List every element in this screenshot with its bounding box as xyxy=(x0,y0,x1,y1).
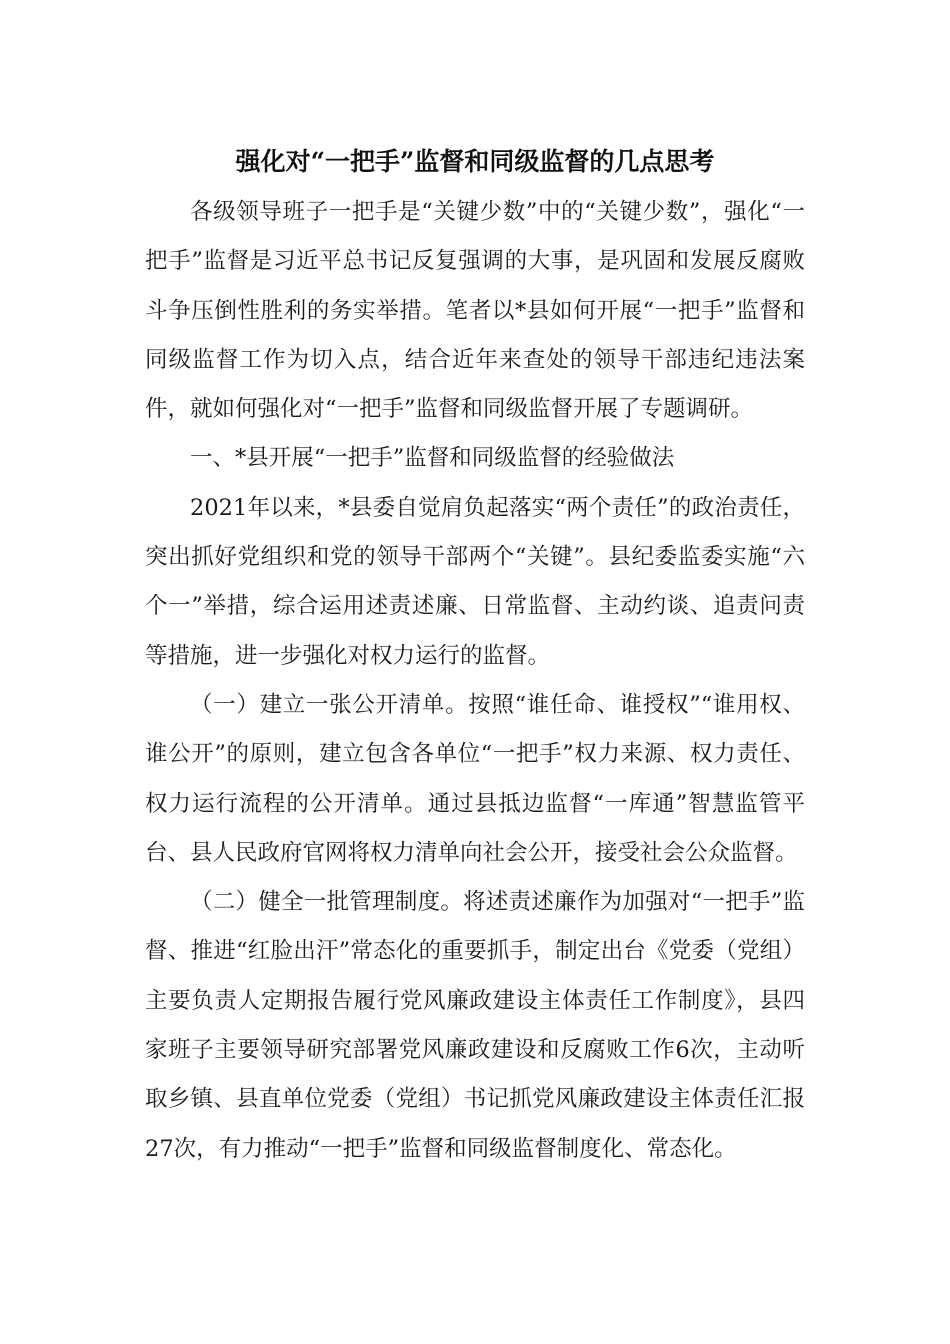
paragraph-intro: 各级领导班子一把手是“关键少数”中的“关键少数”，强化“一把手”监督是习近平总书记反复强调的大事，是巩固和发展反腐败斗争压倒性胜利的务实举措。笔者以*县如何开展“一把手”监督和同级监督工作为切入点，结合近年来查处的领导干部违纪违法案件，就如何强化对“一把手”监督和同级监督开展了专题调研。 xyxy=(145,199,805,423)
document-body xyxy=(145,188,805,1174)
paragraph-overview: 2021年以来，*县委自觉肩负起落实“两个责任”的政治责任，突出抓好党组织和党的领导干部两个“关键”。县纪委监委实施“六个一”举措，综合运用述责述廉、日常监督、主动约谈、追责问责等措施，进一步强化对权力运行的监督。 xyxy=(145,494,805,669)
paragraph-item-1: （一）建立一张公开清单。按照“谁任命、谁授权”“谁用权、谁公开”的原则，建立包含各单位“一把手”权力来源、权力责任、权力运行流程的公开清单。通过县抵边监督“一库通”智慧监管平台、县人民政府官网将权力清单向社会公开，接受社会公众监督。 xyxy=(145,691,805,866)
paragraph-item-2: （二）健全一批管理制度。将述责述廉作为加强对“一把手”监督、推进“红脸出汗”常态化的重要抓手，制定出台《党委（党组）主要负责人定期报告履行党风廉政建设主体责任工作制度》，县四家班子主要领导研究部署党风廉政建设和反腐败工作6次，主动听取乡镇、县直单位党委（党组）书记抓党风廉政建设主体责任汇报27次，有力推动“一把手”监督和同级监督制度化、常态化。 xyxy=(145,889,805,1162)
section-heading-1: 一、*县开展“一把手”监督和同级监督的经验做法 xyxy=(190,445,675,472)
document-title: 强化对“一把手”监督和同级监督的几点思考 xyxy=(235,147,715,176)
